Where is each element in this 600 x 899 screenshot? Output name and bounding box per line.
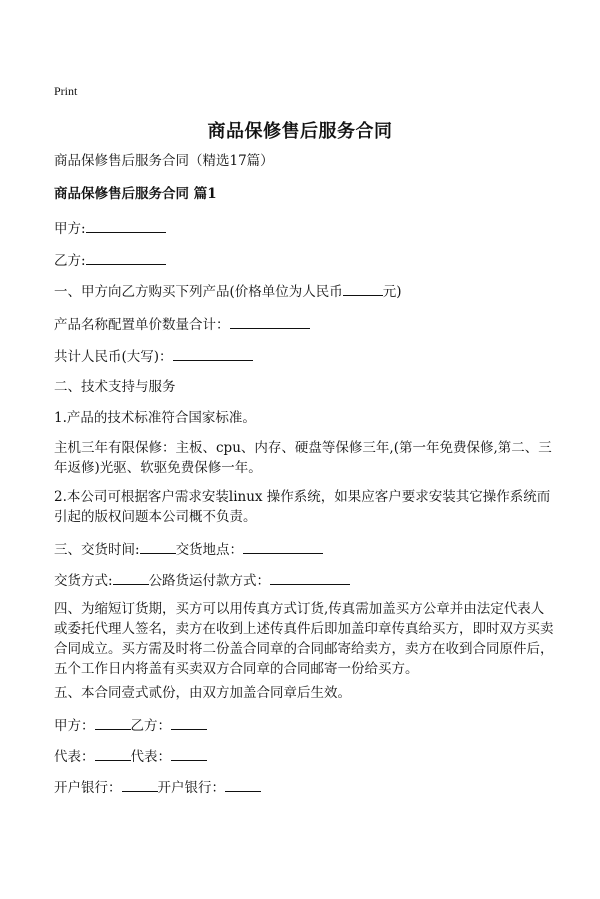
- total-rmb-blank: [173, 346, 253, 361]
- page-title: 商品保修售后服务合同: [207, 121, 393, 142]
- freight-label: 公路货运付款方式：: [148, 573, 271, 589]
- delivery-method-label: 交货方式:: [54, 573, 113, 589]
- clause2-item1: 1.产品的技术标准符合国家标准。: [54, 410, 256, 426]
- sign-bank-b-blank: [225, 777, 261, 792]
- clause1-pre: 一、甲方向乙方购买下列产品(价格单位为人民币: [54, 284, 343, 300]
- clause2-warranty: 主机三年有限保修：主板、cpu、内存、硬盘等保修三年,(第一年免费保修,第二、三年返修)光驱、软驱免费保修一年。: [54, 440, 552, 476]
- sign-bank-line: [54, 777, 560, 798]
- clause2-heading: 二、技术支持与服务: [54, 379, 176, 395]
- clause5: 五、本合同壹式贰份，由双方加盖合同章后生效。: [54, 685, 351, 701]
- clause4: 四、为缩短订货期，买方可以用传真方式订货,传真需加盖买方公章并由法定代表人或委托代理人签名，卖方在收到上述传真件后即加盖印章传真给买方，即时双方买卖合同成立。买方需及时将二份盖合同章的合同邮寄给卖方，卖方在收到合同原件后，五个工作日内将盖有买卖双方合同章的合同邮寄一份给买方。: [54, 601, 554, 677]
- clause2-item2: 2.本公司可根据客户需求安装linux 操作系统，如果应客户要求安装其它操作系统而引起的版权问题本公司概不负责。: [54, 489, 551, 525]
- party-b-label: 乙方:: [54, 253, 86, 269]
- party-a-line: [54, 218, 560, 239]
- sign-party-a-blank: [95, 715, 131, 730]
- freight-blank: [270, 570, 350, 585]
- clause1-line: [54, 281, 560, 302]
- document-subtitle: 商品保修售后服务合同（精选17篇）: [54, 153, 274, 169]
- section-heading: 商品保修售后服务合同 篇1: [54, 186, 217, 202]
- clause3-place-label: 交货地点：: [175, 542, 244, 558]
- sign-party-b-label: 乙方：: [130, 718, 171, 734]
- total-rmb-line: [54, 346, 560, 367]
- clause3-line: [54, 539, 560, 560]
- delivery-method-blank: [113, 570, 149, 585]
- price-currency-blank: [343, 281, 383, 296]
- product-total-blank: [230, 314, 310, 329]
- sign-rep-b-blank: [171, 746, 207, 761]
- print-label: Print: [54, 84, 78, 98]
- clause3-time-label: 三、交货时间:: [54, 542, 140, 558]
- sign-rep-a-label: 代表：: [54, 749, 95, 765]
- party-a-blank: [86, 218, 166, 233]
- sign-rep-b-label: 代表：: [130, 749, 171, 765]
- sign-party-a-label: 甲方：: [54, 718, 95, 734]
- party-b-line: [54, 250, 560, 271]
- clause1-post: 元): [382, 284, 402, 300]
- sign-rep-a-blank: [95, 746, 131, 761]
- sign-bank-a-label: 开户银行：: [54, 780, 122, 796]
- product-line: [54, 314, 560, 335]
- party-b-blank: [86, 250, 166, 265]
- sign-bank-a-blank: [122, 777, 158, 792]
- sign-bank-b-label: 开户银行：: [157, 780, 225, 796]
- product-line-label: 产品名称配置单价数量合计：: [54, 317, 230, 333]
- delivery-method-line: [54, 570, 560, 591]
- sign-party-line: [54, 715, 560, 736]
- delivery-time-blank: [140, 539, 176, 554]
- sign-rep-line: [54, 746, 560, 767]
- delivery-place-blank: [243, 539, 323, 554]
- sign-party-b-blank: [171, 715, 207, 730]
- total-rmb-label: 共计人民币(大写)：: [54, 349, 173, 365]
- party-a-label: 甲方:: [54, 221, 86, 237]
